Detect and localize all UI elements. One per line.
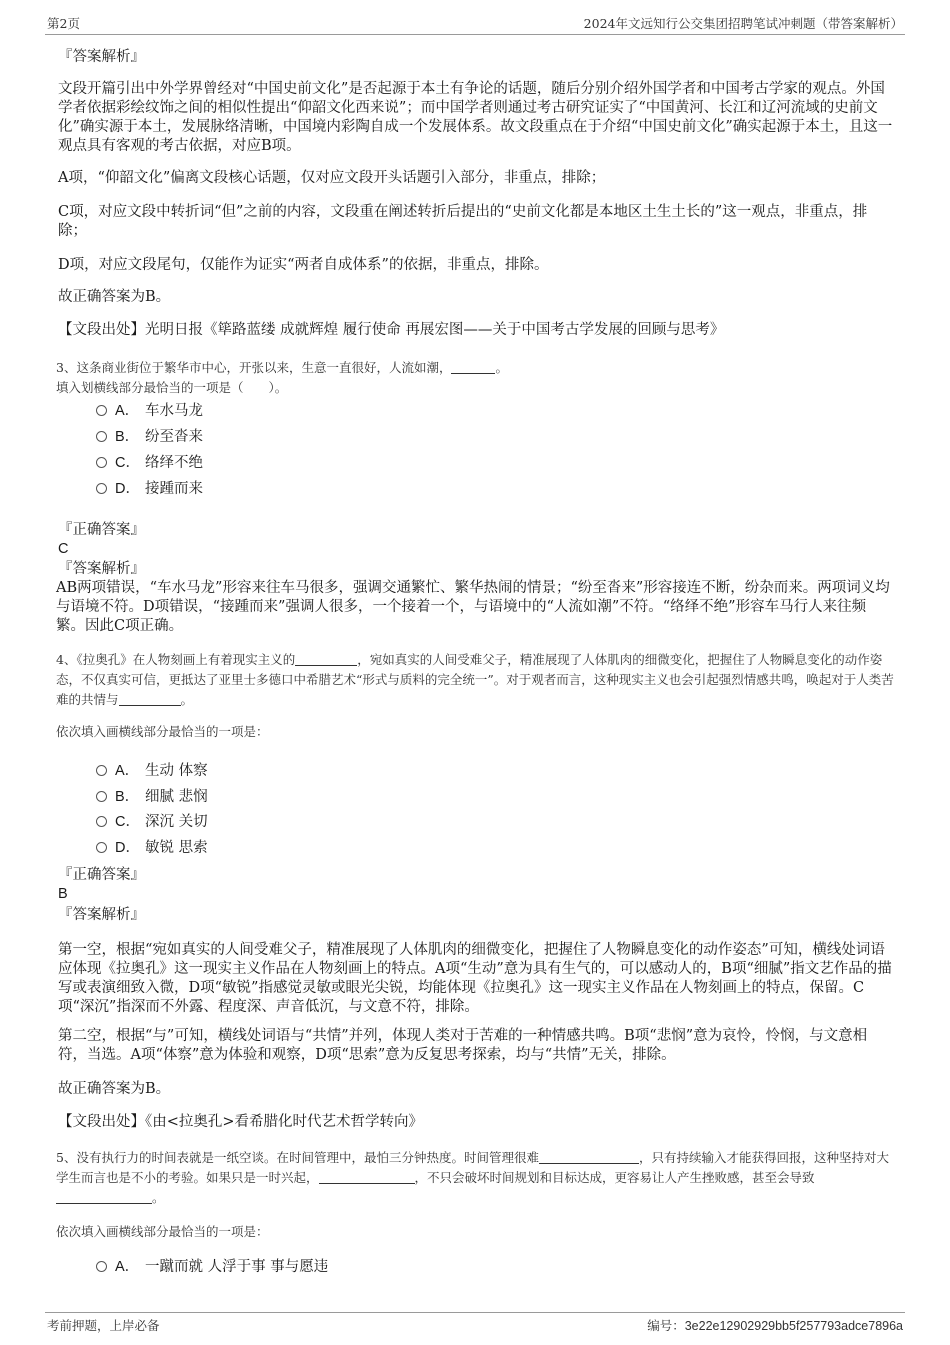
page-header [45,14,905,35]
q4-stem: 4、《拉奥孔》在人物刻画上有着现实主义的 ，宛如真实的人间受难父子，精准展现了人体肌肉的细微变化，把握住了人物瞬息变化的动作姿态，不仅真实可信，更抵达了亚里士多德口中希腊艺术“形式与质料的完全统一”。对于观者而言，这种现实主义也会引起强烈情感共鸣，唤起对于人类苦难的共情与 。 [56,652,894,707]
q3-analysis-label: 『答案解析』 [58,561,145,577]
q3-answer-label: 『正确答案』 [58,522,145,538]
q4-analysis-para2: 第二空，根据“与”可知，横线处词语与“共情”并列，体现人类对于苦难的一种情感共鸣。B项“悲悯”意为哀怜，怜悯，与文意相符，当选。A项“体察”意为体验和观察，D项“思索”意为反复思考探索，均与“共情”无关，排除。 [58,1028,868,1063]
blank[interactable] [319,1169,415,1184]
radio-icon[interactable] [96,1261,107,1272]
q4-answer-conclusion: 故正确答案为B。 [58,1081,171,1097]
blank[interactable] [295,651,357,666]
q3-option-c[interactable]: C． 络绎不绝 [96,453,203,473]
q4-analysis-para1: 第一空，根据“宛如真实的人间受难父子，精准展现了人体肌肉的细微变化，把握住了人物瞬息变化的动作姿态”可知，横线处词语应体现《拉奥孔》这一现实主义作品在人物刻画上的特点。A项“生动”意为具有生气的，可以感动人的，B项“细腻”指文艺作品的描写或表演细致入微，D项“敏锐”指感觉灵敏或眼光尖锐，均能体现《拉奥孔》这一现实主义作品在人物刻画上的特点，保留。C项“深沉”指深而不外露、程度深、声音低沉，与文意不符，排除。 [58,942,892,1015]
q3-analysis: AB两项错误，“车水马龙”形容来往车马很多，强调交通繁忙、繁华热闹的情景；“纷至沓来”形容接连不断，纷杂而来。两项词义均与语境不符。D项错误，“接踵而来”强调人很多，一个接着一个，与语境中的“人流如潮”不符。“络绎不绝”形容车马行人来往频繁。因此C项正确。 [56,580,890,634]
radio-icon[interactable] [96,405,107,416]
blank[interactable] [451,359,495,374]
radio-icon[interactable] [96,791,107,802]
blank[interactable] [56,1189,152,1204]
q2-analysis-para2: A项，“仰韶文化”偏离文段核心话题，仅对应文段开头话题引入部分，非重点，排除； [58,170,606,186]
q2-answer-conclusion: 故正确答案为B。 [58,289,171,305]
radio-icon[interactable] [96,842,107,853]
q4-option-d[interactable]: D． 敏锐 思索 [96,838,208,858]
q4-source: 【文段出处】《由<拉奥孔>看希腊化时代艺术哲学转向》 [58,1114,424,1130]
q4-answer-label: 『正确答案』 [58,867,145,883]
blank[interactable] [539,1149,639,1164]
q5-instruction: 依次填入画横线部分最恰当的一项是： [56,1224,269,1239]
q4-answer: B [58,886,68,902]
q4-option-a[interactable]: A． 生动 体察 [96,761,208,781]
q5-option-a[interactable]: A． 一蹴而就 人浮于事 事与愿违 [96,1257,328,1277]
radio-icon[interactable] [96,816,107,827]
q2-analysis-para4: D项，对应文段尾句，仅能作为证实“两者自成体系”的依据，非重点，排除。 [58,257,549,273]
q2-analysis-para3: C项，对应文段中转折词“但”之前的内容，文段重在阐述转折后提出的“史前文化都是本地区土生土长的”这一观点，非重点，排除； [58,204,868,239]
q3-option-a[interactable]: A． 车水马龙 [96,401,203,421]
radio-icon[interactable] [96,457,107,468]
q3-stem: 3、这条商业街位于繁华市中心，开张以来，生意一直很好，人流如潮， 。 填入划横线部分最恰当的一项是（ ）。 [56,360,508,395]
radio-icon[interactable] [96,483,107,494]
q5-stem: 5、没有执行力的时间表就是一纸空谈。在时间管理中，最怕三分钟热度。时间管理很难 ，只有持续输入才能获得回报，这种坚持对大学生而言也是不小的考验。如果只是一时兴起， ，不只会破坏时间规划和目标达成，更容易让人产生挫败感，甚至会导致。 [56,1150,889,1205]
q2-source: 【文段出处】光明日报《筚路蓝缕 成就辉煌 履行使命 再展宏图——关于中国考古学发展的回顾与思考》 [58,322,725,338]
document-title: 2024年文远知行公交集团招聘笔试冲刺题（带答案解析） [583,16,903,31]
radio-icon[interactable] [96,765,107,776]
q2-analysis-label: 『答案解析』 [58,49,145,65]
page-number: 第2页 [47,16,80,31]
q3-answer: C [58,541,69,557]
q4-instruction: 依次填入画横线部分最恰当的一项是： [56,724,269,739]
blank[interactable] [119,691,181,706]
radio-icon[interactable] [96,431,107,442]
q3-option-d[interactable]: D． 接踵而来 [96,479,203,499]
document-code: 编号：3e22e12902929bb5f257793adce7896a [647,1318,903,1333]
page-footer [45,1312,905,1333]
q3-instruction: 填入划横线部分最恰当的一项是（ ）。 [56,380,288,395]
footer-slogan: 考前押题，上岸必备 [47,1318,160,1333]
q4-analysis-label: 『答案解析』 [58,907,145,923]
q3-option-b[interactable]: B． 纷至沓来 [96,427,203,447]
q4-option-c[interactable]: C． 深沉 关切 [96,812,208,832]
q2-analysis-para1: 文段开篇引出中外学界曾经对“中国史前文化”是否起源于本土有争论的话题，随后分别介绍外国学者和中国考古学家的观点。外国学者依据彩绘纹饰之间的相似性提出“仰韶文化西来说”；而中国学者则通过考古研究证实了“中国黄河、长江和辽河流域的史前文化”确实源于本土，发展脉络清晰，中国境内彩陶自成一个发展体系。故文段重点在于介绍“中国史前文化”确实起源于本土，且这一观点具有客观的考古依据，对应B项。 [58,81,893,154]
q4-option-b[interactable]: B． 细腻 悲悯 [96,787,208,807]
